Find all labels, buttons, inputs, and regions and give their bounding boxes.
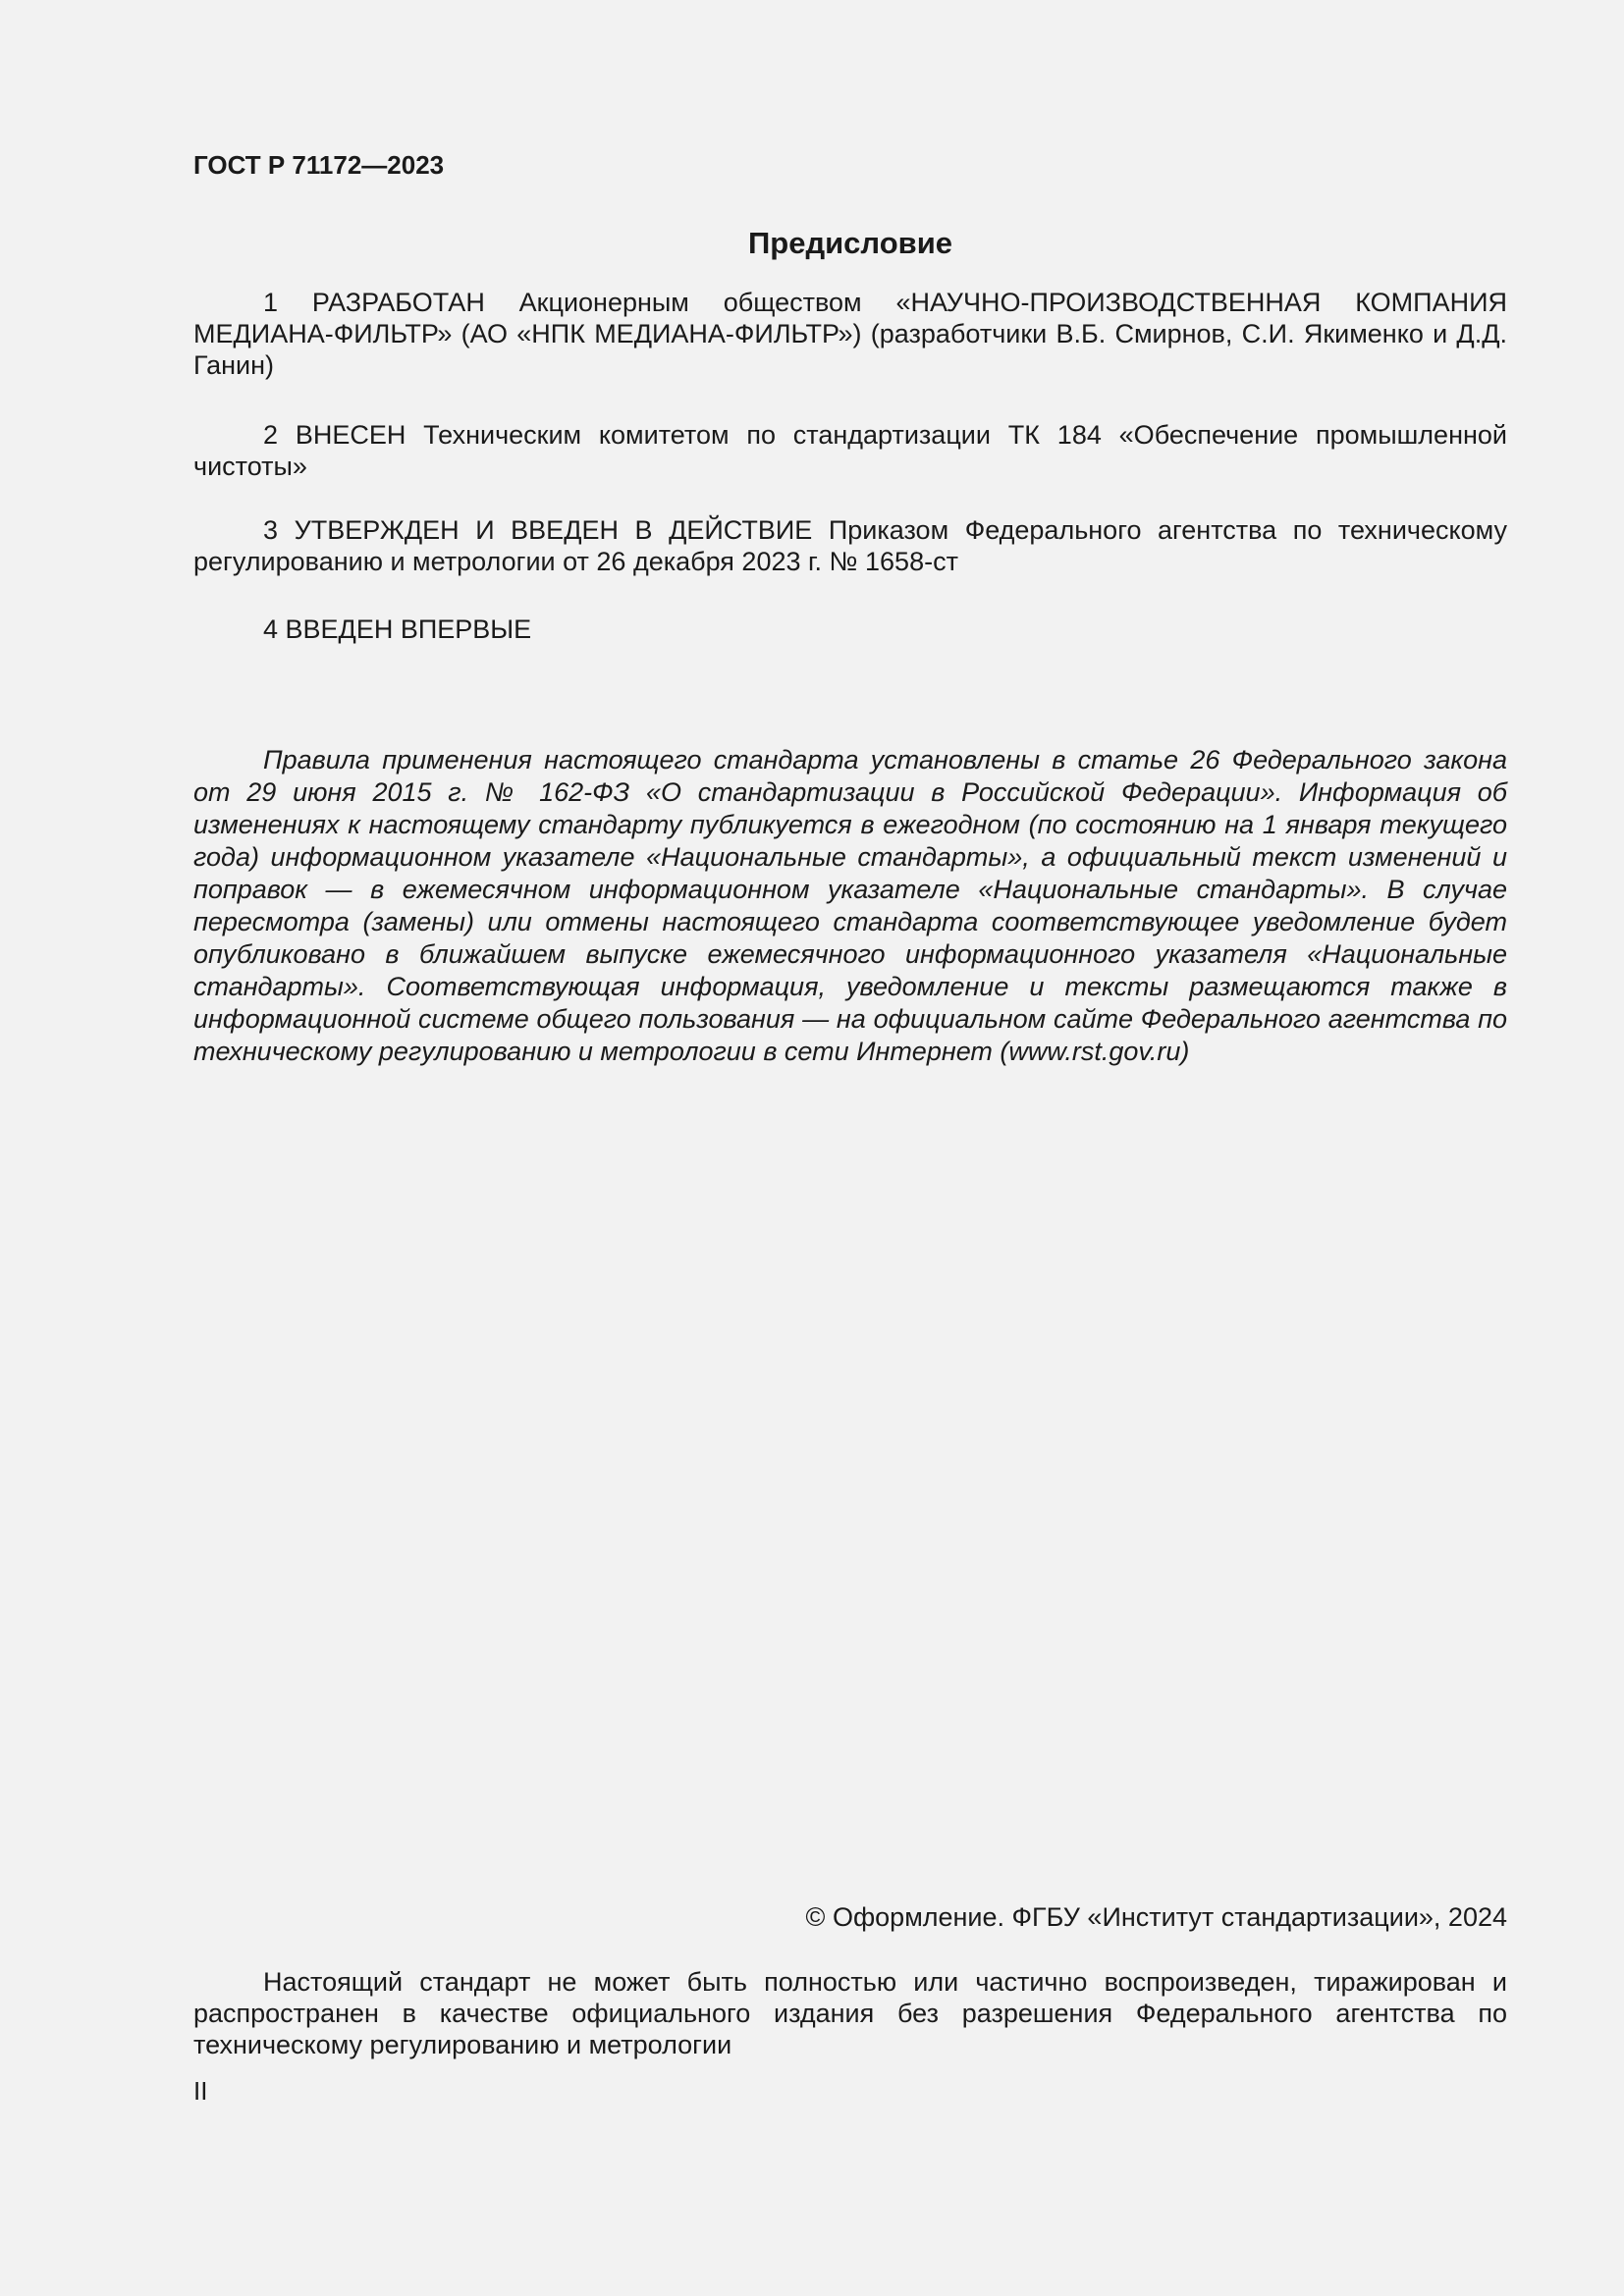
preface-item-developed: 1 РАЗРАБОТАН Акционерным обществом «НАУЧНО-ПРОИЗВОДСТВЕННАЯ КОМПАНИЯ МЕДИАНА-ФИЛЬТР» (АО «НПК МЕДИАНА-ФИЛЬТР») (разработчики В.Б. Смирнов, С.И. Якименко и Д.Д. Ганин) bbox=[193, 288, 1507, 380]
document-code: ГОСТ Р 71172—2023 bbox=[193, 150, 445, 180]
document-page bbox=[193, 0, 1507, 2296]
reproduction-notice: Настоящий стандарт не может быть полностью или частично воспроизведен, тиражирован и распространен в качестве официального издания без разрешения Федерального агентства по техническому регулированию и метрологии bbox=[193, 1967, 1507, 2059]
preface-item-introduced: 2 ВНЕСЕН Техническим комитетом по стандартизации ТК 184 «Обеспечение промышленной чистоты» bbox=[193, 420, 1507, 481]
preface-item-approved: 3 УТВЕРЖДЕН И ВВЕДЕН В ДЕЙСТВИЕ Приказом Федерального агентства по техническому регулированию и метрологии от 26 декабря 2023 г. № 1658-ст bbox=[193, 515, 1507, 576]
page-number: II bbox=[193, 2076, 208, 2106]
copyright-line: © Оформление. ФГБУ «Институт стандартизации», 2024 bbox=[805, 1902, 1507, 1932]
preface-title: Предисловие bbox=[747, 226, 952, 260]
preface-item-first-time: 4 ВВЕДЕН ВПЕРВЫЕ bbox=[263, 614, 532, 644]
application-rules-text: Правила применения настоящего стандарта установлены в статье 26 Федерального закона от 29 июня 2015 г. № 162-ФЗ «О стандартизации в Российской Федерации». Информация об изменениях к настоящему стандарту публикуется в ежегодном (по состоянию на 1 января текущего года) информационном указателе «Национальные стандарты», а официальный текст изменений и поправок — в ежемесячном информационном указателе «Национальные стандарты». В случае пересмотра (замены) или отмены настоящего стандарта соответствующее уведомление будет опубликовано в ближайшем выпуске ежемесячного информационного указателя «Национальные стандарты». Соответствующая информация, уведомление и тексты размещаются также в информационной системе общего пользования — на официальном сайте Федерального агентства по техническому регулированию и метрологии в сети Интернет (www.rst.gov.ru) bbox=[193, 745, 1507, 1066]
